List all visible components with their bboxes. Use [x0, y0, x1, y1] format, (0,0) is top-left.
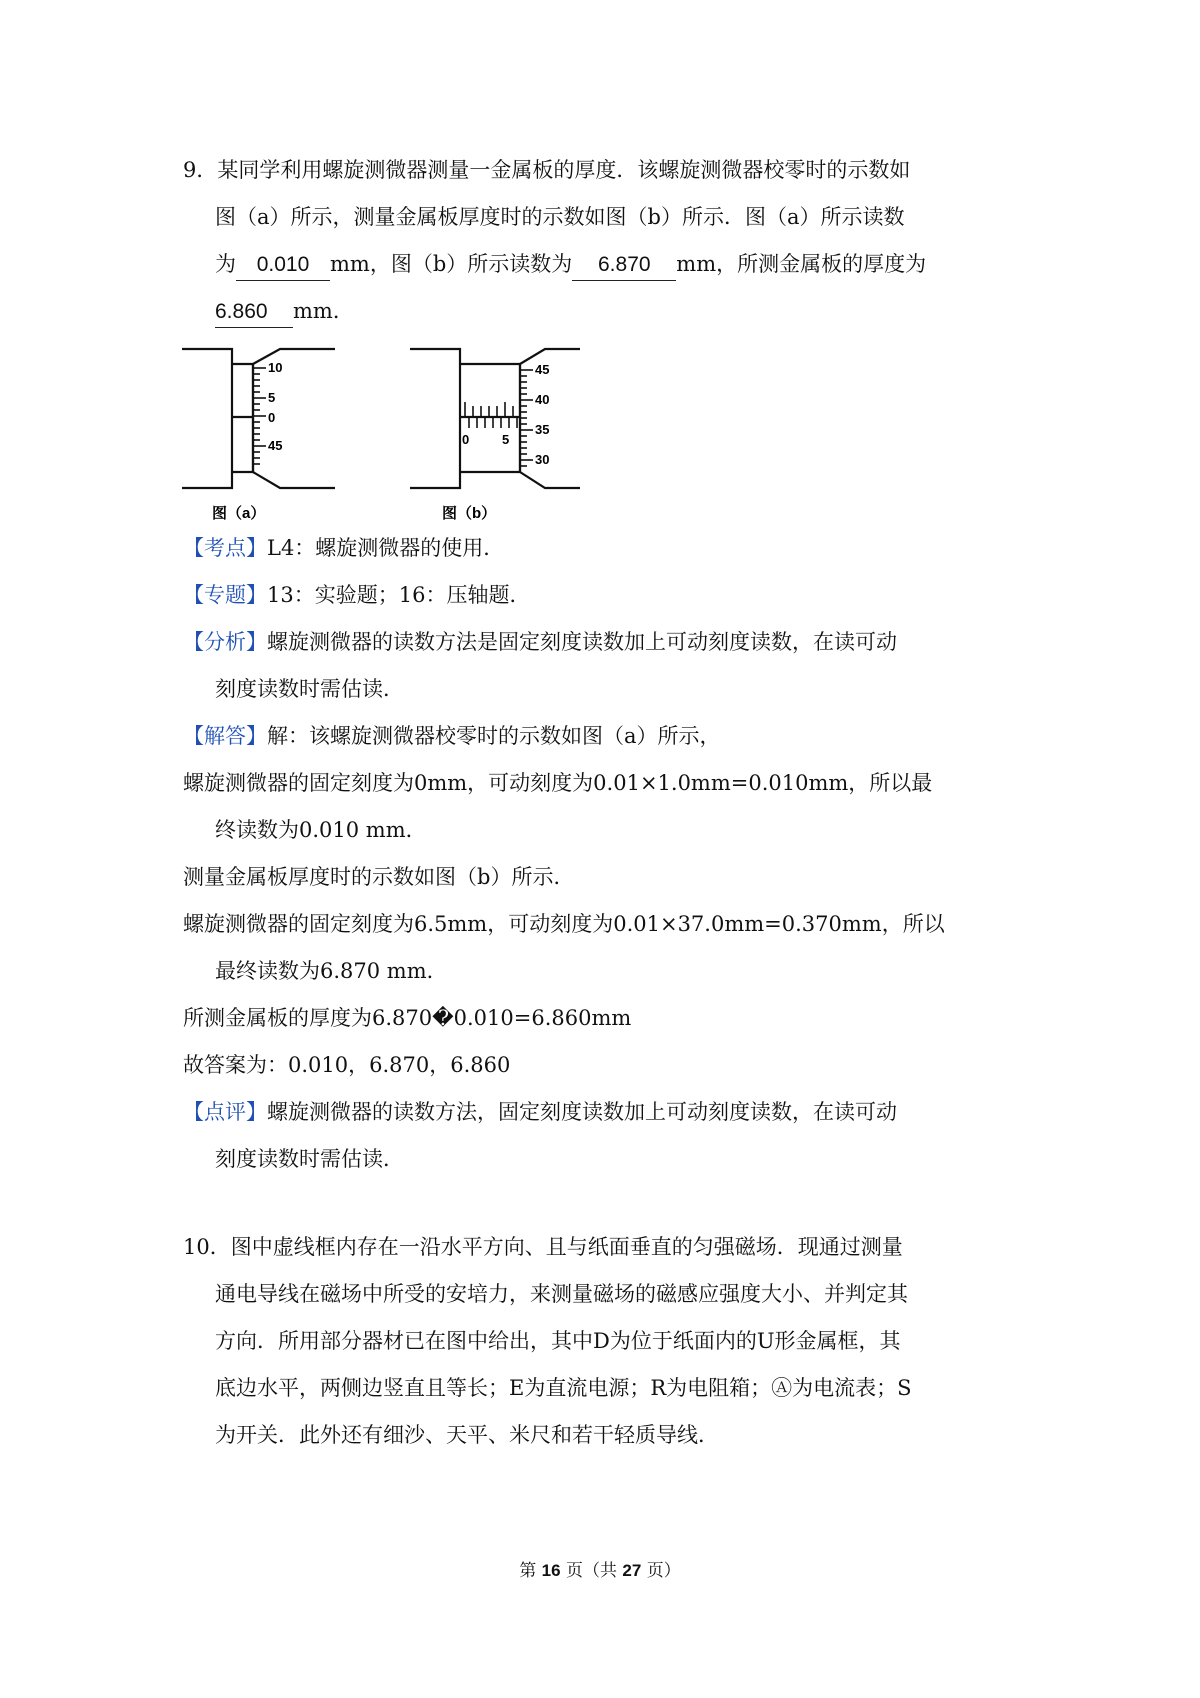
zhuanti-line [183, 580, 530, 610]
dianping-line-1 [183, 1097, 897, 1127]
jieda-line [183, 721, 721, 751]
q9-line-3-pre: 为 [215, 252, 236, 276]
main-tick-label-5: 5 [502, 432, 510, 447]
tick-label-a-5: 5 [268, 390, 276, 405]
q10-line-2: 通电导线在磁场中所受的安培力，来测量磁场的磁感应强度大小、并判定其 [215, 1282, 908, 1306]
solution-line-6: 最终读数为6.870 mm． [215, 959, 448, 983]
q9-line-3 [215, 249, 926, 281]
kaodian-tag: 【考点】 [183, 536, 267, 560]
solution-line-3: 终读数为0.010 mm． [215, 818, 427, 842]
fenxi-line-1 [183, 627, 897, 657]
main-tick-label-0: 0 [462, 432, 470, 447]
dianping-line-2: 刻度读数时需估读． [215, 1147, 404, 1171]
jieda-text: 解：该螺旋测微器校零时的示数如图（a）所示， [267, 724, 721, 748]
tick-label-b-30: 30 [535, 452, 550, 467]
zhuanti-text: 13：实验题；16：压轴题． [267, 583, 531, 607]
footer-pre: 第 [519, 1561, 537, 1581]
footer-mid: 页（共 [566, 1561, 617, 1581]
q10-line-3: 方向．所用部分器材已在图中给出，其中D为位于纸面内的U形金属框，其 [215, 1329, 901, 1353]
q10-line-5: 为开关．此外还有细沙、天平、米尺和若干轻质导线． [215, 1423, 719, 1447]
solution-line-8: 故答案为：0.010，6.870，6.860 [183, 1053, 511, 1077]
tick-label-a-45: 45 [268, 438, 283, 453]
solution-line-4: 测量金属板厚度时的示数如图（b）所示． [183, 865, 575, 889]
answer-blank-2: 6.870 [572, 250, 676, 281]
q9-line-4-post: mm． [293, 299, 354, 323]
tick-label-b-40: 40 [535, 392, 550, 407]
dianping-text: 螺旋测微器的读数方法，固定刻度读数加上可动刻度读数，在读可动 [267, 1100, 897, 1124]
micrometer-a [182, 349, 335, 488]
answer-blank-1: 0.010 [236, 250, 330, 281]
kaodian-text: L4：螺旋测微器的使用． [267, 536, 505, 560]
q10-line-4: 底边水平，两侧边竖直且等长；E为直流电源；R为电阻箱；Ⓐ为电流表；S [215, 1376, 912, 1400]
micrometer-figure [180, 344, 620, 524]
q10-line-1: 10．图中虚线框内存在一沿水平方向、且与纸面垂直的匀强磁场．现通过测量 [183, 1235, 903, 1259]
q9-line-3-post: mm，所测金属板的厚度为 [676, 252, 927, 276]
answer-blank-3: 6.860 [215, 297, 293, 328]
q9-line-2: 图（a）所示，测量金属板厚度时的示数如图（b）所示．图（a）所示读数 [215, 205, 905, 229]
dianping-tag: 【点评】 [183, 1100, 267, 1124]
solution-line-5: 螺旋测微器的固定刻度为6.5mm，可动刻度为0.01×37.0mm=0.370mm，所以 [183, 912, 945, 936]
caption-a: 图（a） [212, 505, 266, 522]
solution-line-7: 所测金属板的厚度为6.870�0.010=6.860mm [183, 1006, 632, 1030]
footer-total-pages: 27 [622, 1561, 642, 1580]
caption-b: 图（b） [442, 505, 497, 522]
micrometer-b [410, 349, 580, 488]
q9-line-1: 9．某同学利用螺旋测微器测量一金属板的厚度．该螺旋测微器校零时的示数如 [183, 158, 911, 182]
q9-line-4 [215, 296, 354, 328]
footer-post: 页） [646, 1561, 681, 1581]
zhuanti-tag: 【专题】 [183, 583, 267, 607]
tick-label-b-45: 45 [535, 362, 550, 377]
solution-line-2: 螺旋测微器的固定刻度为0mm，可动刻度为0.01×1.0mm=0.010mm，所以最 [183, 771, 933, 795]
fenxi-text: 螺旋测微器的读数方法是固定刻度读数加上可动刻度读数，在读可动 [267, 630, 897, 654]
page-footer [0, 1556, 1200, 1581]
tick-label-a-10: 10 [268, 360, 283, 375]
footer-page-number: 16 [541, 1561, 561, 1580]
q9-line-3-mid: mm，图（b）所示读数为 [330, 252, 573, 276]
jieda-tag: 【解答】 [183, 724, 267, 748]
tick-label-a-0: 0 [268, 410, 276, 425]
fenxi-line-2: 刻度读数时需估读． [215, 677, 404, 701]
fenxi-tag: 【分析】 [183, 630, 267, 654]
tick-label-b-35: 35 [535, 422, 550, 437]
kaodian-line [183, 533, 504, 563]
